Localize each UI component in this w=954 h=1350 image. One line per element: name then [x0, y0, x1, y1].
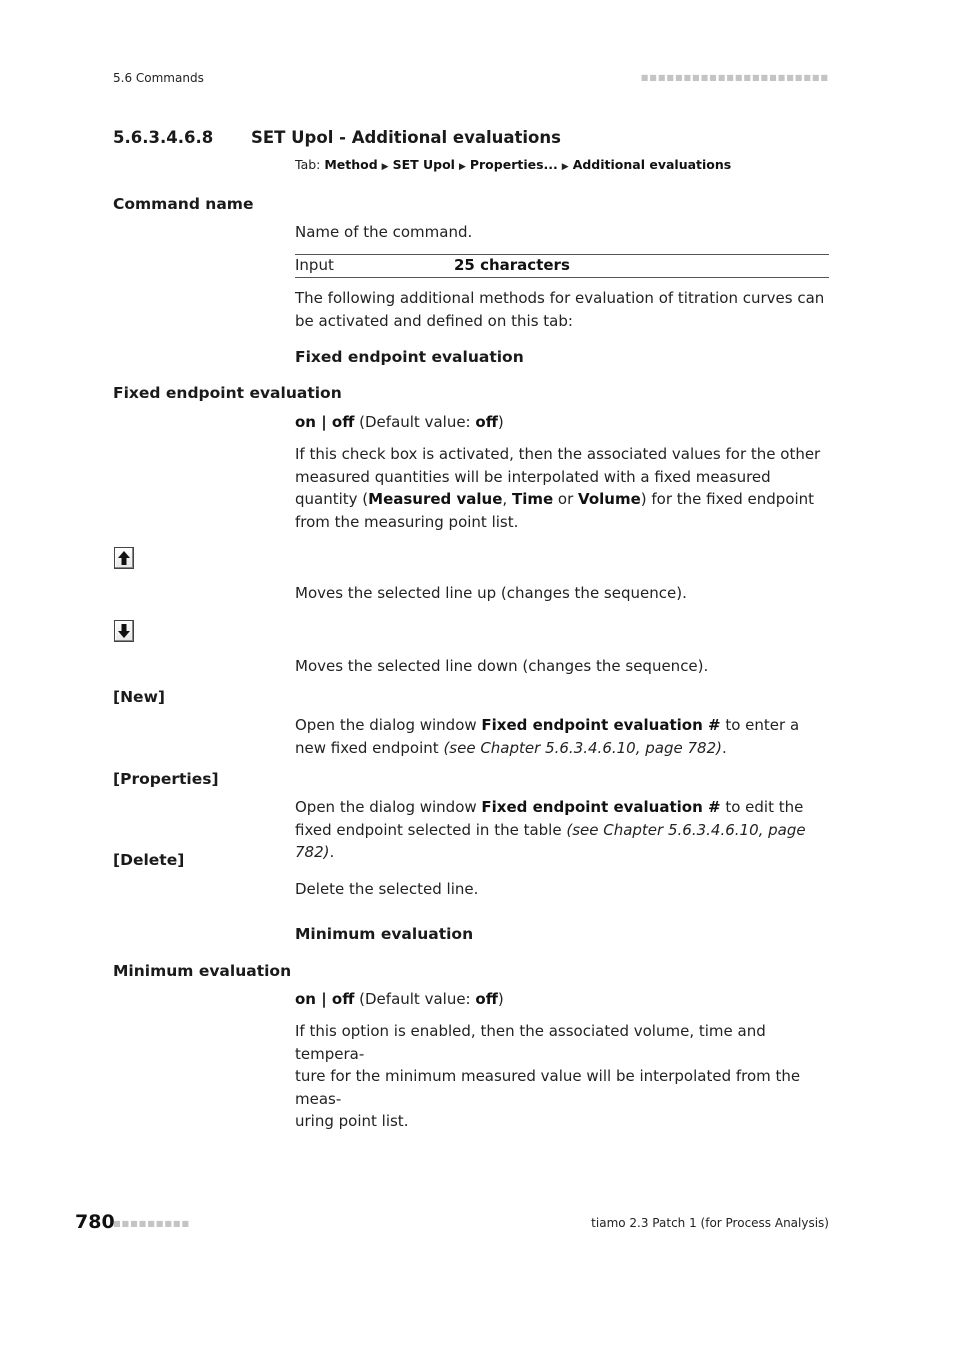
- arrow-up-icon: [117, 550, 131, 566]
- section-number: 5.6.3.4.6.8: [113, 128, 214, 147]
- input-label: Input: [295, 256, 334, 274]
- tab-path: [295, 157, 731, 172]
- move-up-button[interactable]: [114, 547, 134, 569]
- section-title: SET Upol - Additional evaluations: [251, 128, 561, 147]
- delete-desc: Delete the selected line.: [295, 880, 479, 898]
- footer-product: tiamo 2.3 Patch 1 (for Process Analysis): [591, 1216, 829, 1230]
- onoff-sep: |: [315, 413, 332, 431]
- onoff-on: on: [295, 413, 316, 431]
- desc-bold: Volume: [578, 490, 641, 508]
- tab-path-item: SET Upol: [392, 157, 455, 172]
- tab-path-item: Properties...: [469, 157, 558, 172]
- desc-text: .: [721, 738, 727, 757]
- minimum-subheading: Minimum evaluation: [295, 925, 474, 943]
- desc-line: uring point list.: [295, 1112, 409, 1130]
- new-label: [New]: [113, 688, 165, 706]
- fixed-endpoint-onoff: [295, 411, 829, 434]
- onoff-sep: |: [315, 990, 332, 1008]
- onoff-off: off: [331, 413, 355, 431]
- input-value: 25 characters: [454, 256, 570, 274]
- default-suffix: ): [497, 413, 504, 431]
- command-name-desc: Name of the command.: [295, 223, 473, 241]
- move-down-desc: Moves the selected line down (changes the sequence).: [295, 657, 709, 675]
- fixed-endpoint-subheading: Fixed endpoint evaluation: [295, 348, 524, 366]
- desc-line: ture for the minimum measured value will be interpolated from the meas-: [295, 1067, 801, 1108]
- running-header-section: 5.6 Commands: [113, 71, 204, 85]
- minimum-onoff: [295, 988, 829, 1011]
- desc-bold: Fixed endpoint evaluation #: [481, 716, 721, 734]
- default-prefix: (Default value:: [354, 413, 476, 431]
- desc-text: Open the dialog window: [295, 716, 482, 734]
- table-rule-bottom: [295, 277, 829, 278]
- delete-label: [Delete]: [113, 851, 185, 869]
- desc-bold: Time: [511, 490, 554, 508]
- fixed-endpoint-label: Fixed endpoint evaluation: [113, 384, 342, 402]
- desc-bold: Measured value: [368, 490, 503, 508]
- properties-label: [Properties]: [113, 770, 219, 788]
- onoff-off: off: [331, 990, 355, 1008]
- desc-text: ) for the fixed endpoint from the measuring point list.: [295, 490, 815, 531]
- tab-path-prefix: Tab:: [295, 157, 321, 172]
- minimum-label: Minimum evaluation: [113, 962, 292, 980]
- default-value: off: [475, 413, 498, 431]
- fixed-endpoint-desc: [295, 443, 829, 533]
- intro-paragraph: The following additional methods for evaluation of titration curves can be activated and defined on this tab:: [295, 289, 825, 330]
- properties-desc: [295, 796, 829, 864]
- desc-bold: Fixed endpoint evaluation #: [481, 798, 721, 816]
- desc-text: .: [329, 843, 335, 861]
- desc-text: to edit the fixed endpoint selected in the table: [295, 798, 804, 839]
- default-suffix: ): [497, 990, 504, 1008]
- desc-text: If this check box is activated, then the associated values for the other measured quantities will be interpolated with a fixed measured quantity (: [295, 445, 821, 508]
- command-name-label: Command name: [113, 195, 254, 213]
- desc-text: ,: [502, 490, 512, 508]
- minimum-desc: [295, 1020, 829, 1133]
- tab-path-item: Additional evaluations: [572, 157, 732, 172]
- default-prefix: (Default value:: [354, 990, 476, 1008]
- chapter-link[interactable]: (see Chapter 5.6.3.4.6.10, page 782): [295, 820, 806, 861]
- move-up-desc: Moves the selected line up (changes the sequence).: [295, 584, 687, 602]
- tab-path-separator-icon: ▶: [381, 162, 389, 172]
- desc-text: Open the dialog window: [295, 798, 482, 816]
- new-desc: [295, 714, 829, 759]
- chapter-link[interactable]: (see Chapter 5.6.3.4.6.10, page 782): [443, 738, 722, 757]
- onoff-on: on: [295, 990, 316, 1008]
- tab-path-item: Method: [324, 157, 378, 172]
- page-number: 780: [75, 1211, 115, 1233]
- arrow-down-icon: [117, 623, 131, 639]
- default-value: off: [475, 990, 498, 1008]
- desc-text: or: [553, 490, 579, 508]
- move-down-button[interactable]: [114, 620, 134, 642]
- header-decoration: ■■■■■■■■■■■■■■■■■■■■■■: [640, 73, 829, 82]
- tab-path-separator-icon: ▶: [561, 162, 569, 172]
- desc-text: to enter a new fixed endpoint: [295, 716, 800, 757]
- tab-path-separator-icon: ▶: [458, 162, 466, 172]
- footer-decoration: ■■■■■■■■■: [113, 1219, 191, 1228]
- desc-line: If this option is enabled, then the associated volume, time and tempera-: [295, 1022, 766, 1063]
